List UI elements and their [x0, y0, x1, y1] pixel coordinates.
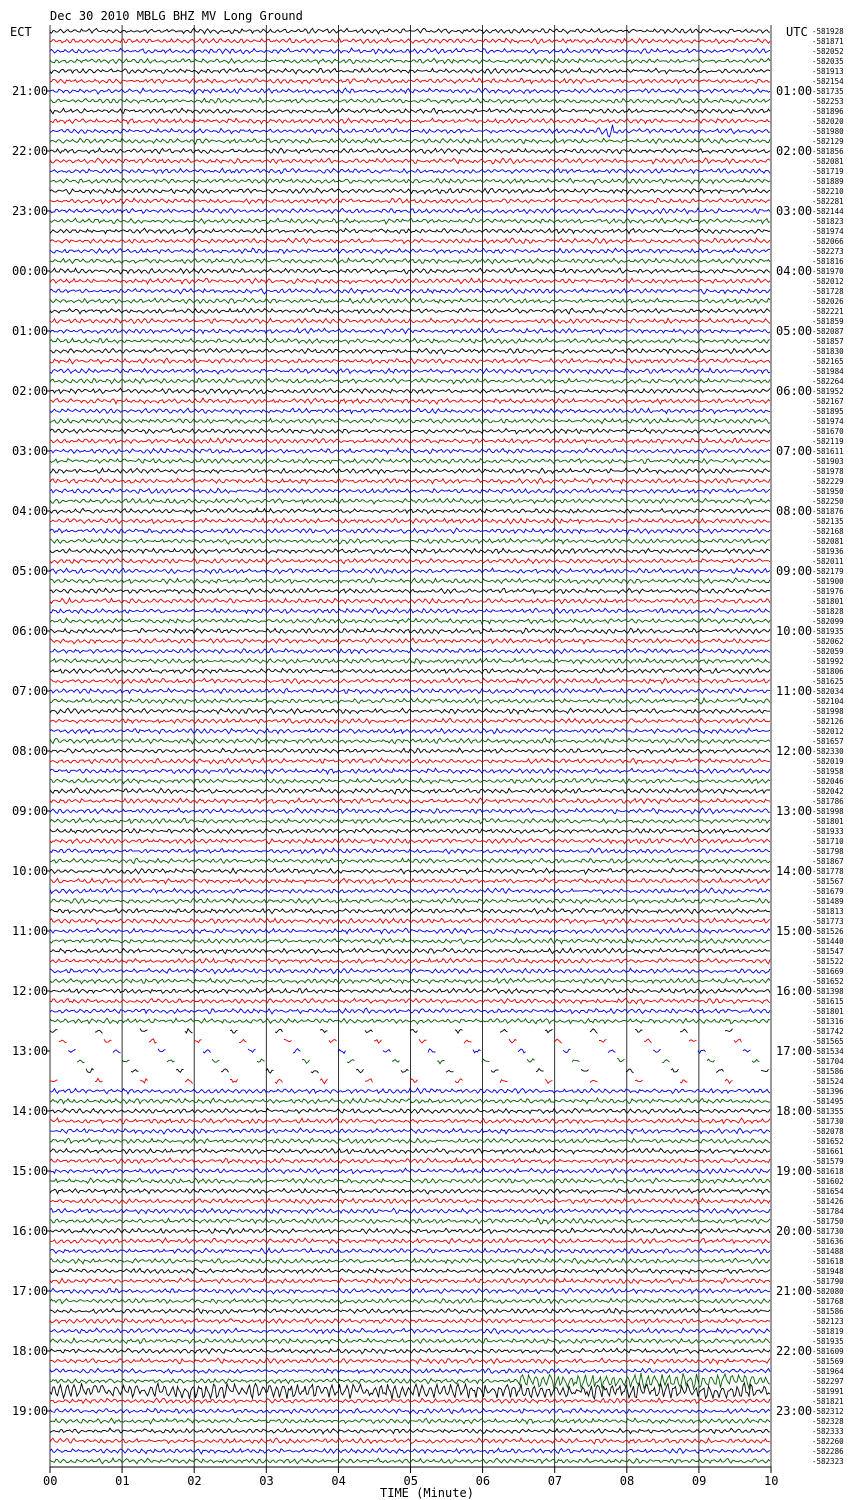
row-value-label: -582012 [812, 277, 844, 286]
row-value-label: -581801 [812, 597, 844, 606]
row-value-label: -582281 [812, 197, 844, 206]
row-value-label: -582081 [812, 537, 844, 546]
x-tick-label: 05 [403, 1474, 418, 1488]
row-value-label: -581396 [812, 1087, 844, 1096]
row-value-label: -581316 [812, 1017, 844, 1026]
row-value-label: -581970 [812, 267, 844, 276]
left-hour-label: 22:00 [12, 144, 49, 158]
row-value-label: -581821 [812, 1397, 844, 1406]
left-hour-label: 15:00 [12, 1164, 49, 1178]
right-hour-label: 15:00 [776, 924, 813, 938]
row-value-label: -581935 [812, 627, 844, 636]
x-tick-label: 08 [619, 1474, 635, 1488]
row-value-label: -581522 [812, 957, 844, 966]
row-value-label: -582253 [812, 97, 844, 106]
row-value-label: -581670 [812, 427, 844, 436]
row-value-label: -581586 [812, 1067, 844, 1076]
row-value-label: -582066 [812, 237, 844, 246]
row-value-labels [812, 27, 844, 1466]
row-value-label: -582297 [812, 1377, 844, 1386]
row-value-label: -582012 [812, 727, 844, 736]
row-value-label: -581618 [812, 1167, 844, 1176]
row-value-label: -582020 [812, 117, 844, 126]
row-value-label: -581524 [812, 1077, 844, 1086]
row-value-label: -581611 [812, 447, 844, 456]
right-hour-label: 07:00 [776, 444, 813, 458]
row-value-label: -581398 [812, 987, 844, 996]
left-hour-label: 06:00 [12, 624, 49, 638]
left-hour-label: 12:00 [12, 984, 49, 998]
row-value-label: -581976 [812, 587, 844, 596]
row-value-label: -582264 [812, 377, 844, 386]
row-value-label: -581859 [812, 317, 844, 326]
row-value-label: -581867 [812, 857, 844, 866]
row-value-label: -582052 [812, 47, 844, 56]
row-value-label: -582312 [812, 1407, 844, 1416]
right-hour-label: 21:00 [776, 1284, 813, 1298]
row-value-label: -581828 [812, 607, 844, 616]
row-value-label: -581778 [812, 867, 844, 876]
left-hour-label: 19:00 [12, 1404, 49, 1418]
chart-title: Dec 30 2010 MBLG BHZ MV Long Ground [50, 9, 303, 23]
left-hour-label: 18:00 [12, 1344, 49, 1358]
right-hour-label: 20:00 [776, 1224, 813, 1238]
row-value-label: -581579 [812, 1157, 844, 1166]
row-value-label: -581569 [812, 1357, 844, 1366]
left-hour-label: 08:00 [12, 744, 49, 758]
right-hour-label: 04:00 [776, 264, 813, 278]
row-value-label: -581900 [812, 577, 844, 586]
row-value-label: -582046 [812, 777, 844, 786]
row-value-label: -581798 [812, 847, 844, 856]
right-hour-label: 08:00 [776, 504, 813, 518]
row-value-label: -582062 [812, 637, 844, 646]
row-value-label: -582144 [812, 207, 844, 216]
left-hour-label: 11:00 [12, 924, 49, 938]
row-value-label: -581978 [812, 467, 844, 476]
row-value-label: -582210 [812, 187, 844, 196]
row-value-label: -581719 [812, 167, 844, 176]
row-value-label: -581609 [812, 1347, 844, 1356]
right-hour-label: 12:00 [776, 744, 813, 758]
row-value-label: -581801 [812, 817, 844, 826]
left-hour-label: 21:00 [12, 84, 49, 98]
right-hour-label: 17:00 [776, 1044, 813, 1058]
right-hour-label: 18:00 [776, 1104, 813, 1118]
x-axis-label: TIME (Minute) [380, 1486, 474, 1500]
row-value-label: -581984 [812, 367, 844, 376]
row-value-label: -581816 [812, 257, 844, 266]
row-value-label: -582221 [812, 307, 844, 316]
left-hour-label: 07:00 [12, 684, 49, 698]
x-tick-label: 07 [547, 1474, 563, 1488]
right-hour-label: 01:00 [776, 84, 813, 98]
row-value-label: -581928 [812, 27, 844, 36]
row-value-label: -582165 [812, 357, 844, 366]
left-hour-label: 10:00 [12, 864, 49, 878]
row-value-label: -581830 [812, 347, 844, 356]
row-value-label: -581750 [812, 1217, 844, 1226]
row-value-label: -581618 [812, 1257, 844, 1266]
x-tick-label: 04 [331, 1474, 346, 1488]
row-value-label: -581495 [812, 1097, 844, 1106]
row-value-label: -582330 [812, 747, 844, 756]
row-value-label: -581679 [812, 887, 844, 896]
row-value-label: -581728 [812, 287, 844, 296]
row-value-label: -581790 [812, 1277, 844, 1286]
x-tick-label: 09 [691, 1474, 707, 1488]
row-value-label: -581534 [812, 1047, 844, 1056]
row-value-label: -582011 [812, 557, 844, 566]
row-value-label: -582129 [812, 137, 844, 146]
row-value-label: -582119 [812, 437, 844, 446]
left-hour-label: 23:00 [12, 204, 49, 218]
row-value-label: -581615 [812, 997, 844, 1006]
row-value-label: -582059 [812, 647, 844, 656]
x-tick-label: 10 [764, 1474, 779, 1488]
row-value-label: -581784 [812, 1207, 844, 1216]
row-value-label: -581488 [812, 1247, 844, 1256]
row-value-label: -581913 [812, 67, 844, 76]
row-value-label: -581964 [812, 1367, 844, 1376]
row-value-label: -581565 [812, 1037, 844, 1046]
row-value-label: -581652 [812, 977, 844, 986]
row-value-label: -581730 [812, 1117, 844, 1126]
row-value-label: -582167 [812, 397, 844, 406]
row-value-label: -581636 [812, 1237, 844, 1246]
left-hour-label: 16:00 [12, 1224, 49, 1238]
right-hour-label: 22:00 [776, 1344, 813, 1358]
row-value-label: -581991 [812, 1387, 844, 1396]
row-value-label: -581710 [812, 837, 844, 846]
right-hour-label: 16:00 [776, 984, 813, 998]
row-value-label: -581735 [812, 87, 844, 96]
right-hour-label: 06:00 [776, 384, 813, 398]
row-value-label: -582026 [812, 297, 844, 306]
row-value-label: -582328 [812, 1417, 844, 1426]
row-value-label: -582168 [812, 527, 844, 536]
row-value-label: -582081 [812, 157, 844, 166]
row-value-label: -581974 [812, 227, 844, 236]
row-value-label: -581876 [812, 507, 844, 516]
row-value-label: -581823 [812, 217, 844, 226]
right-axis-label: UTC [786, 25, 808, 39]
row-value-label: -581813 [812, 907, 844, 916]
row-value-label: -582035 [812, 57, 844, 66]
row-value-label: -581952 [812, 387, 844, 396]
x-tick-label: 03 [259, 1474, 274, 1488]
row-value-label: -582135 [812, 517, 844, 526]
left-hour-label: 00:00 [12, 264, 49, 278]
row-value-label: -581819 [812, 1327, 844, 1336]
row-value-label: -582078 [812, 1127, 844, 1136]
row-value-label: -581547 [812, 947, 844, 956]
row-value-label: -581652 [812, 1137, 844, 1146]
row-value-label: -581871 [812, 37, 844, 46]
row-value-label: -582126 [812, 717, 844, 726]
row-value-label: -581440 [812, 937, 844, 946]
row-value-label: -581654 [812, 1187, 844, 1196]
right-hour-label: 02:00 [776, 144, 813, 158]
row-value-label: -581742 [812, 1027, 844, 1036]
row-value-label: -581730 [812, 1227, 844, 1236]
row-value-label: -582333 [812, 1427, 844, 1436]
row-value-label: -582034 [812, 687, 844, 696]
row-value-label: -581935 [812, 1337, 844, 1346]
row-value-label: -582273 [812, 247, 844, 256]
row-value-label: -581857 [812, 337, 844, 346]
row-value-label: -581895 [812, 407, 844, 416]
row-value-label: -581974 [812, 417, 844, 426]
row-value-label: -581768 [812, 1297, 844, 1306]
row-value-label: -581786 [812, 797, 844, 806]
row-value-label: -582154 [812, 77, 844, 86]
row-value-label: -581998 [812, 807, 844, 816]
left-hour-label: 04:00 [12, 504, 49, 518]
left-axis-label: ECT [10, 25, 32, 39]
row-value-label: -582286 [812, 1447, 844, 1456]
row-value-label: -582099 [812, 617, 844, 626]
row-value-label: -581426 [812, 1197, 844, 1206]
x-tick-label: 01 [115, 1474, 130, 1488]
row-value-label: -581936 [812, 547, 844, 556]
x-tick-label: 00 [43, 1474, 58, 1488]
right-hour-label: 19:00 [776, 1164, 813, 1178]
row-value-label: -582087 [812, 327, 844, 336]
left-hour-label: 03:00 [12, 444, 49, 458]
row-value-label: -582260 [812, 1437, 844, 1446]
right-hour-label: 09:00 [776, 564, 813, 578]
x-tick-label: 02 [187, 1474, 202, 1488]
row-value-label: -582123 [812, 1317, 844, 1326]
row-value-label: -581896 [812, 107, 844, 116]
row-value-label: -581567 [812, 877, 844, 886]
row-value-label: -582229 [812, 477, 844, 486]
row-value-label: -581704 [812, 1057, 844, 1066]
left-hour-label: 09:00 [12, 804, 49, 818]
row-value-label: -581903 [812, 457, 844, 466]
right-hour-label: 03:00 [776, 204, 813, 218]
right-hour-label: 10:00 [776, 624, 813, 638]
row-value-label: -581625 [812, 677, 844, 686]
row-value-label: -581806 [812, 667, 844, 676]
row-value-label: -581889 [812, 177, 844, 186]
x-tick-label: 06 [475, 1474, 491, 1488]
right-hour-label: 05:00 [776, 324, 813, 338]
left-hour-label: 01:00 [12, 324, 49, 338]
row-value-label: -582042 [812, 787, 844, 796]
row-value-label: -581669 [812, 967, 844, 976]
left-hour-label: 17:00 [12, 1284, 49, 1298]
row-value-label: -581856 [812, 147, 844, 156]
right-hour-label: 11:00 [776, 684, 813, 698]
row-value-label: -581992 [812, 657, 844, 666]
row-value-label: -581657 [812, 737, 844, 746]
row-value-label: -581586 [812, 1307, 844, 1316]
row-value-label: -581948 [812, 1267, 844, 1276]
row-value-label: -581661 [812, 1147, 844, 1156]
row-value-label: -582323 [812, 1457, 844, 1466]
row-value-label: -581801 [812, 1007, 844, 1016]
row-value-label: -582080 [812, 1287, 844, 1296]
left-hour-label: 13:00 [12, 1044, 49, 1058]
right-hour-label: 14:00 [776, 864, 813, 878]
left-hour-label: 14:00 [12, 1104, 49, 1118]
row-value-label: -581526 [812, 927, 844, 936]
row-value-label: -581602 [812, 1177, 844, 1186]
row-value-label: -582250 [812, 497, 844, 506]
row-value-label: -582179 [812, 567, 844, 576]
left-hour-label: 05:00 [12, 564, 49, 578]
row-value-label: -581998 [812, 707, 844, 716]
row-value-label: -581980 [812, 127, 844, 136]
row-value-label: -581950 [812, 487, 844, 496]
row-value-label: -582104 [812, 697, 844, 706]
left-hour-label: 02:00 [12, 384, 49, 398]
right-hour-label: 13:00 [776, 804, 813, 818]
row-value-label: -582019 [812, 757, 844, 766]
right-hour-label: 23:00 [776, 1404, 813, 1418]
row-value-label: -581958 [812, 767, 844, 776]
row-value-label: -581933 [812, 827, 844, 836]
row-value-label: -581773 [812, 917, 844, 926]
row-value-label: -581355 [812, 1107, 844, 1116]
row-value-label: -581489 [812, 897, 844, 906]
